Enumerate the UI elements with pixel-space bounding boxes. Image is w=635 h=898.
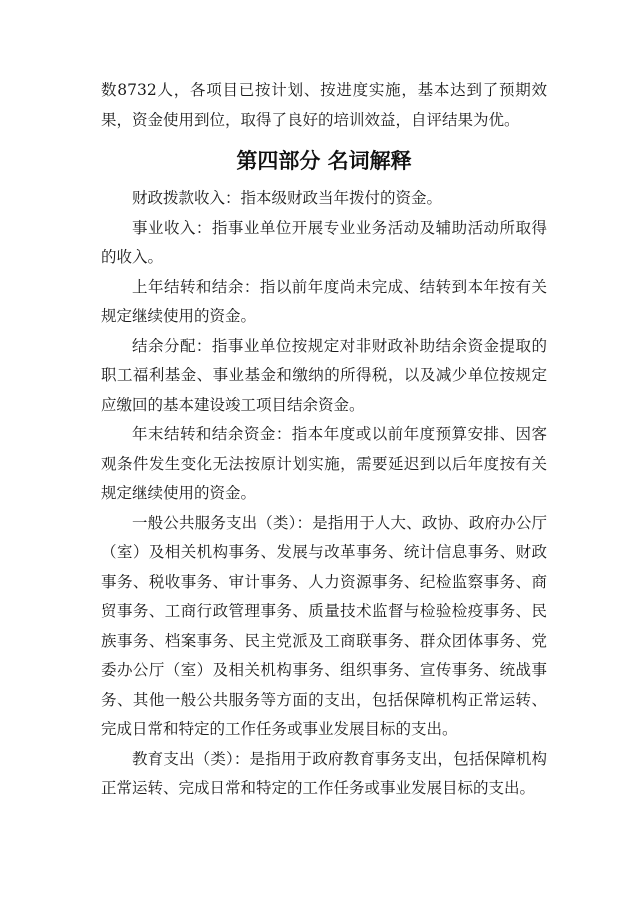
section-title: 第四部分 名词解释 xyxy=(236,149,412,173)
definition-education-expenditure: 教育支出（类）：是指用于政府教育事务支出，包括保障机构正常运转、完成日常和特定的工作任务或事业发展目标的支出。 xyxy=(101,749,547,797)
definition-surplus-distribution: 结余分配：指事业单位按规定对非财政补助结余资金提取的职工福利基金、事业基金和缴纳的所得税，以及减少单位按规定应缴回的基本建设竣工项目结余资金。 xyxy=(101,336,547,414)
document-body xyxy=(101,76,547,804)
intro-paragraph: 数8732人，各项目已按计划、按进度实施，基本达到了预期效果，资金使用到位，取得了良好的培训效益，自评结果为优。 xyxy=(101,81,547,129)
definition-fiscal-appropriation-income: 财政拨款收入：指本级财政当年拨付的资金。 xyxy=(132,189,443,207)
definition-business-income: 事业收入：指事业单位开展专业业务活动及辅助活动所取得的收入。 xyxy=(101,218,547,266)
definition-general-public-services: 一般公共服务支出（类）：是指用于人大、政协、政府办公厅（室）及相关机构事务、发展与改革事务、统计信息事务、财政事务、税收事务、审计事务、人力资源事务、纪检监察事务、商贸事务、工商行政管理事务、质量技术监督与检验检疫事务、民族事务、档案事务、民主党派及工商联事务、群众团体事务、党委办公厅（室）及相关机构事务、组织事务、宣传事务、统战事务、其他一般公共服务等方面的支出，包括保障机构正常运转、完成日常和特定的工作任务或事业发展目标的支出。 xyxy=(101,513,547,738)
definition-year-end-carryover: 年末结转和结余资金：指本年度或以前年度预算安排、因客观条件发生变化无法按原计划实施，需要延迟到以后年度按有关规定继续使用的资金。 xyxy=(101,425,547,502)
definition-prior-year-carryover: 上年结转和结余：指以前年度尚未完成、结转到本年按有关规定继续使用的资金。 xyxy=(101,277,547,325)
